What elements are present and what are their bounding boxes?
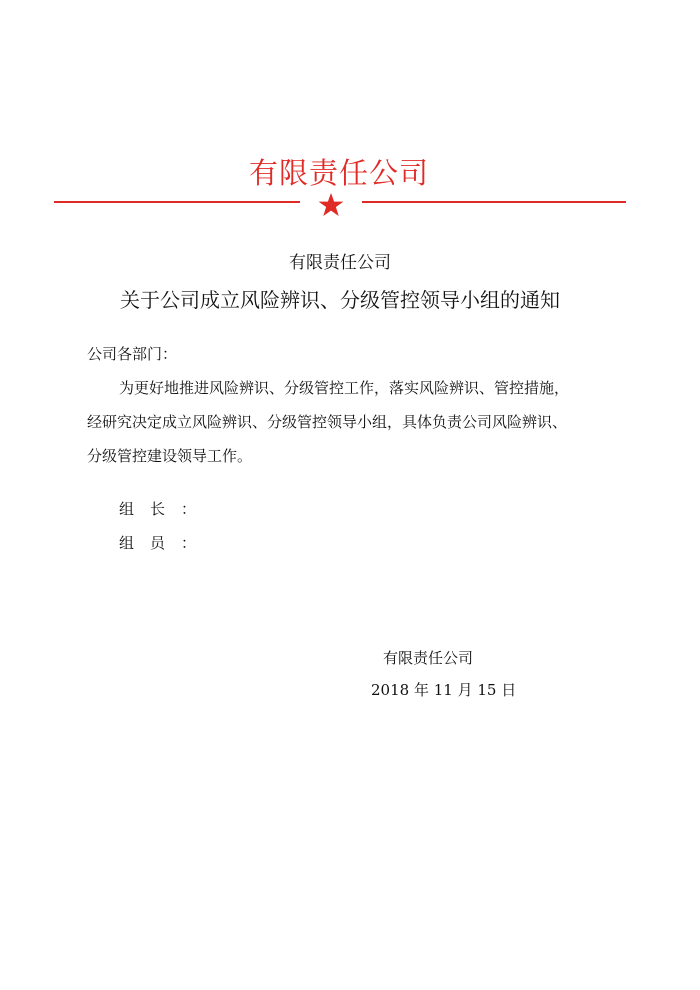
signature-company: 有限责任公司 xyxy=(383,649,474,667)
star-shape xyxy=(319,193,344,216)
letterhead-rule-right xyxy=(362,201,626,203)
leader-row xyxy=(119,496,212,522)
issuing-company: 有限责任公司 xyxy=(289,253,391,273)
star-icon xyxy=(318,193,344,217)
body-paragraph xyxy=(87,371,607,473)
letterhead-title: 有限责任公司 xyxy=(248,156,429,190)
body-line: 经研究决定成立风险辨识、分级管控领导小组，具体负责公司风险辨识、 xyxy=(87,413,568,431)
document-title: 关于公司成立风险辨识、分级管控领导小组的通知 xyxy=(120,288,560,312)
body-line: 分级管控建设领导工作。 xyxy=(87,447,253,465)
signature-date: 2018 年 11 月 15 日 xyxy=(371,681,517,699)
members-label: 组员： xyxy=(119,534,213,552)
members-row xyxy=(119,530,212,556)
leader-label: 组长： xyxy=(119,500,213,518)
salutation: 公司各部门： xyxy=(87,345,178,363)
letterhead-rule-left xyxy=(54,201,300,203)
body-line: 为更好地推进风险辨识、分级管控工作，落实风险辨识、管控措施， xyxy=(119,379,570,397)
